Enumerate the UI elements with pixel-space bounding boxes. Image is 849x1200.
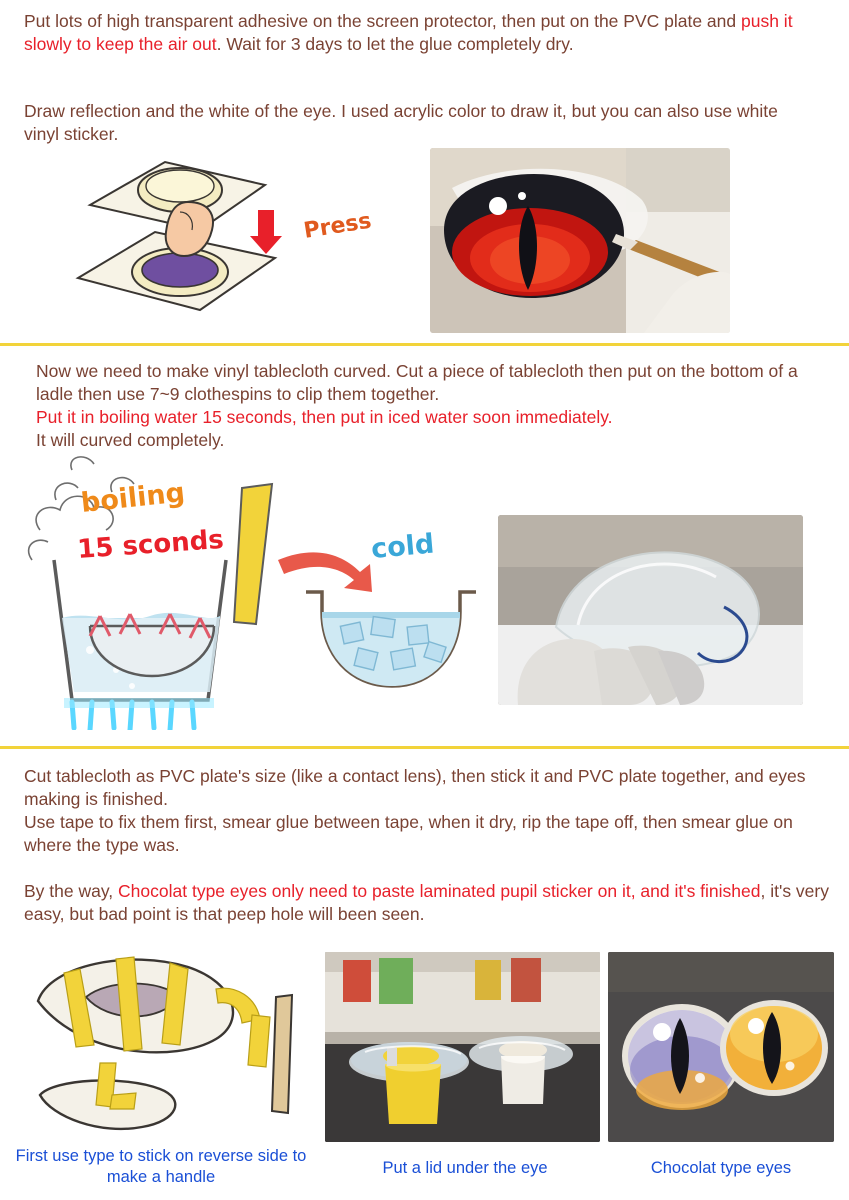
s1-p1-part3: . Wait for 3 days to let the glue completely dry.: [216, 34, 574, 54]
cold-label: cold: [369, 528, 436, 565]
section3-paragraphs: [24, 765, 836, 857]
boiling-label: boiling: [79, 477, 187, 519]
s3-p3-part1: By the way,: [24, 881, 119, 901]
section1-paragraph2: Draw reflection and the white of the eye. I used acrylic color to draw it, but you can also use white vinyl sticker.: [24, 101, 778, 144]
photo-curved-tablecloth: [498, 515, 803, 705]
s2-part2: It will curved completely.: [36, 430, 225, 450]
section3-paragraph3: [24, 880, 836, 926]
section2-paragraph: [36, 360, 826, 452]
section1-paragraph1: [24, 10, 824, 56]
illustration-tape-handle: [20, 945, 320, 1140]
s1-p1-part2: PVC plate and: [623, 11, 741, 31]
divider-2: [0, 746, 849, 749]
caption-chocolat-eyes: Chocolat type eyes: [650, 1159, 792, 1177]
caption-tape-handle: First use type to stick on reverse side to make a handle: [15, 1147, 307, 1186]
s3-p3-highlight: Chocolat type eyes only need to paste laminated pupil sticker on it, and it's finished: [118, 881, 761, 901]
s3-p3-part2: , it's very easy, but bad point is that peep hole will been seen.: [24, 881, 829, 924]
photo-lid-under-eye: [325, 952, 600, 1142]
s2-part1: Now we need to make vinyl tablecloth curved. Cut a piece of tablecloth then put on the bottom of a ladle then use 7~9 clothespins to clip them together.: [36, 361, 798, 404]
s1-p1-highlight: push it slowly to keep the air out: [24, 11, 793, 54]
s2-highlight: Put it in boiling water 15 seconds, then put in iced water soon immediately.: [36, 407, 613, 427]
divider-1: [0, 343, 849, 346]
seconds-label: 15 sconds: [76, 524, 225, 565]
s3-p2: Use tape to fix them first, smear glue between tape, when it dry, rip the tape off, then smear glue on where the type was.: [24, 812, 793, 855]
illustration-boiling-cold: [20, 440, 490, 730]
caption-lid-under-eye: Put a lid under the eye: [382, 1159, 548, 1177]
s3-p1: Cut tablecloth as PVC plate's size (like a contact lens), then stick it and PVC plate together, and eyes making is finished.: [24, 766, 806, 809]
illustration-press: [60, 150, 410, 335]
photo-chocolat-eyes: [608, 952, 834, 1142]
press-label: Press: [302, 208, 374, 244]
s1-p1-part1: Put lots of high transparent adhesive on the screen protector, then put on the: [24, 11, 624, 31]
photo-painting-eye: [430, 148, 730, 333]
